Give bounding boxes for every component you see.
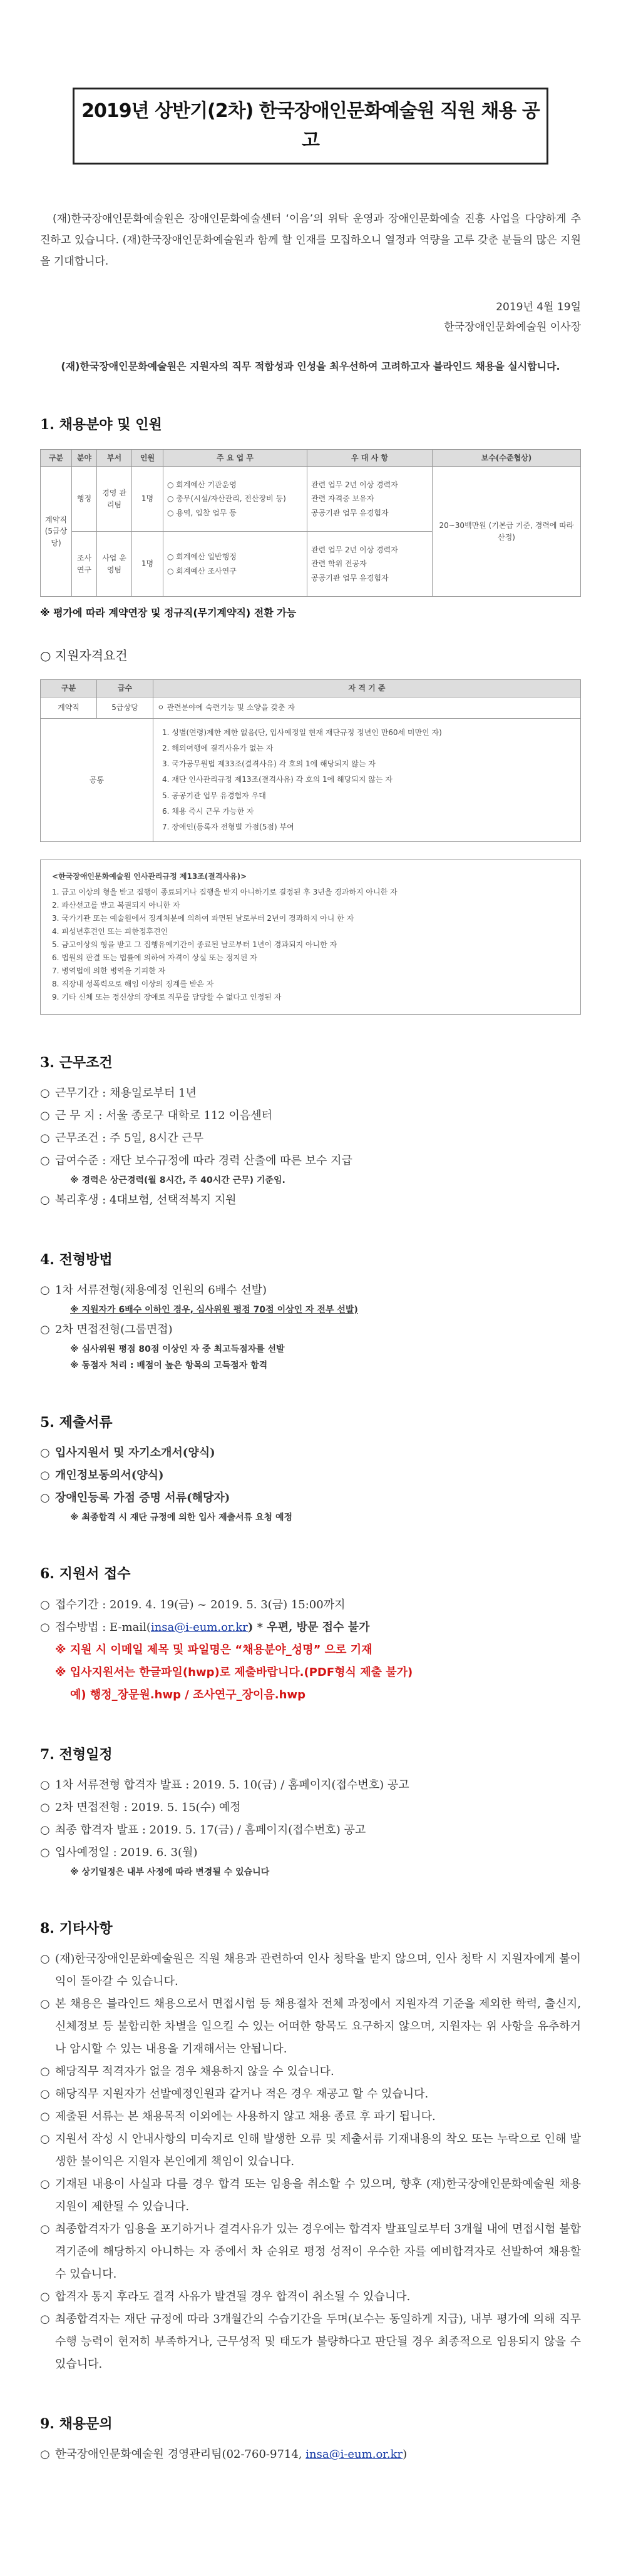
disqualification-item: 4. 피성년후견인 또는 피한정후견인 <box>52 927 168 936</box>
list-item: ○ 근 무 지 : 서울 종로구 대학로 112 이음센터 <box>40 1105 581 1127</box>
pref-cell <box>307 467 433 532</box>
grade-cell: 5급상당 <box>97 697 153 718</box>
qualifications-table <box>40 679 581 842</box>
list-item: ○ 개인정보동의서(양식) <box>40 1464 581 1487</box>
documents-list <box>40 1442 581 1526</box>
col-header: 부서 <box>97 449 132 467</box>
notice-signer: 한국장애인문화예술원 이사장 <box>444 321 581 334</box>
col-header: 분야 <box>72 449 97 467</box>
work-conditions-list <box>40 1082 581 1212</box>
col-header: 우 대 사 항 <box>307 449 433 467</box>
list-item <box>40 2443 581 2466</box>
field-cell: 조사 연구 <box>72 532 97 597</box>
pref-cell <box>307 532 433 597</box>
criteria-item: 5. 공공기관 업무 유경험자 우대 <box>162 791 266 800</box>
criteria-cell <box>153 697 581 718</box>
signature <box>40 297 581 338</box>
list-item: ○ 해당직무 지원자가 선발예정인원과 같거나 적은 경우 재공고 할 수 있습니다. <box>40 2083 581 2106</box>
pref-item: 관련 학위 전공자 <box>311 559 367 569</box>
list-item: ○ 제출된 서류는 본 채용목적 이외에는 사용하지 않고 채용 종료 후 파기 됩니다. <box>40 2106 581 2128</box>
email-link[interactable]: insa@i-eum.or.kr <box>150 1620 248 1634</box>
schedule-note: ※ 상기일정은 내부 사정에 따라 변경될 수 있습니다 <box>70 1867 270 1877</box>
count-cell: 1명 <box>132 532 163 597</box>
section-5-title: 5. 제출서류 <box>40 1414 113 1431</box>
selection-note: ※ 지원자가 6배수 이하인 경우, 심사위원 평점 70점 이상인 자 전부 선발) <box>70 1304 358 1315</box>
selection-note: ※ 동점자 처리 : 배점이 높은 항목의 고득점자 합격 <box>70 1361 268 1371</box>
col-header: 급수 <box>97 680 153 697</box>
criteria-cell <box>153 718 581 841</box>
warning-text: 예) 행정_장문원.hwp / 조사연구_장이음.hwp <box>70 1688 305 1701</box>
list-item: ○ 2차 면접전형(그룹면접) <box>40 1319 581 1341</box>
disqualification-item: 1. 금고 이상의 형을 받고 집행이 종료되거나 집행을 받지 아니하기로 결정된 후 3년을 경과하지 아니한 자 <box>52 888 398 897</box>
list-item: ○ 장애인등록 가점 증명 서류(해당자) <box>40 1487 581 1509</box>
criteria-item: 7. 장애인(등록자 전형별 가점(5점) 부여 <box>162 822 294 831</box>
pref-item: 공공기관 업무 유경험자 <box>311 574 389 583</box>
col-header: 구분 <box>41 449 72 467</box>
intro-paragraph: (재)한국장애인문화예술원은 장애인문화예술센터 ‘이음’의 위탁 운영과 장애인문화예술 진흥 사업을 다양하게 추진하고 있습니다. (재)한국장애인문화예술원과 함께 할 인재를 모집하오니 열정과 역량을 고루 갖춘 분들의 많은 지원을 기대합니다. <box>40 213 581 268</box>
section-9-title: 9. 채용문의 <box>40 2416 113 2433</box>
duty-item: ○ 회계예산 일반행정 <box>167 552 237 561</box>
table-header-row <box>41 680 581 697</box>
qualifications-title: ○ 지원자격요건 <box>40 648 128 664</box>
contact-text: ) <box>403 2448 408 2462</box>
method-text: 접수방법 : E-mail( <box>55 1620 151 1634</box>
pref-item: 공공기관 업무 유경험자 <box>311 509 389 518</box>
page-title: 2019년 상반기(2차) 한국장애인문화예술원 직원 채용 공고 <box>81 100 540 151</box>
dept-cell: 경영 관리팀 <box>97 467 132 532</box>
list-item: ○ 지원서 작성 시 안내사항의 미숙지로 인해 발생한 오류 및 제출서류 기재내용의 착오 또는 누락으로 인해 발생한 불이익은 지원자 본인에게 책임이 있습니다. <box>40 2128 581 2173</box>
dept-cell: 사업 운영팀 <box>97 532 132 597</box>
section-8-title: 8. 기타사항 <box>40 1920 113 1937</box>
duty-item: ○ 회계예산 기관운영 <box>167 480 237 489</box>
criteria-item: ㅇ 관련분야에 숙련기능 및 소양을 갖춘 자 <box>157 702 295 712</box>
disqualification-item: 3. 국가기관 또는 예술원에서 징계처분에 의하여 파면된 날로부터 2년이 경과하지 아니 한 자 <box>52 914 354 923</box>
duties-cell <box>163 467 307 532</box>
group-cell: 계약직 (5급상당) <box>41 467 72 597</box>
criteria-item: 4. 재단 인사관리규정 제13조(결격사유) 각 호의 1에 해당되지 않는 자 <box>162 775 393 784</box>
disqualification-box <box>40 860 581 1015</box>
col-header: 주 요 업 무 <box>163 449 307 467</box>
list-item: ○ 근무조건 : 주 5일, 8시간 근무 <box>40 1127 581 1150</box>
criteria-item: 1. 성별(연령)제한 제한 없음(단, 입사예정일 현재 재단규정 정년인 만60세 미만인 자) <box>162 728 442 737</box>
list-item: ○ 접수기간 : 2019. 4. 19(금) ~ 2019. 5. 3(금) 15:00까지 <box>40 1594 581 1616</box>
duty-item: ○ 회계예산 조사연구 <box>167 566 237 576</box>
list-item: ○ 해당직무 적격자가 없을 경우 채용하지 않을 수 있습니다. <box>40 2061 581 2083</box>
disqualification-title: <한국장애인문화예술원 인사관리규정 제13조(결격사유)> <box>52 872 247 881</box>
section-1-title: 1. 채용분야 및 인원 <box>40 416 162 433</box>
disqualification-item: 5. 금고이상의 형을 받고 그 집행유예기간이 종료된 날로부터 1년이 경과되지 아니한 자 <box>52 940 337 950</box>
table-row <box>41 467 581 532</box>
type-cell: 계약직 <box>41 697 97 718</box>
duties-cell <box>163 532 307 597</box>
positions-table <box>40 449 581 597</box>
contact-list <box>40 2443 581 2466</box>
pref-item: 관련 업무 2년 이상 경력자 <box>311 545 398 554</box>
application-list <box>40 1594 581 1639</box>
selection-note: ※ 심사위원 평점 80점 이상인 자 중 최고득점자를 선발 <box>70 1344 285 1354</box>
list-item: ○ 입사예정일 : 2019. 6. 3(월) <box>40 1842 581 1864</box>
list-item: ○ 급여수준 : 재단 보수규정에 따라 경력 산출에 따른 보수 지급 <box>40 1150 581 1172</box>
section-6-title: 6. 지원서 접수 <box>40 1566 131 1583</box>
list-item: ○ 본 채용은 블라인드 채용으로서 면접시험 등 채용절차 전체 과정에서 지원자격 기준을 제외한 학력, 출신지, 신체정보 등 불합리한 차별을 일으킬 수 있는 어떠한 항목도 요구하지 않으며, 지원자는 위 사항을 유추하거나 암시할 수 있는 내용을 기재해서는 안됩니다. <box>40 1993 581 2061</box>
col-header: 구분 <box>41 680 97 697</box>
count-cell: 1명 <box>132 467 163 532</box>
list-item: ○ 최종 합격자 발표 : 2019. 5. 17(금) / 홈페이지(접수번호) 공고 <box>40 1819 581 1842</box>
list-item: ○ 합격자 통지 후라도 결격 사유가 발견될 경우 합격이 취소될 수 있습니다. <box>40 2286 581 2308</box>
section-3-title: 3. 근무조건 <box>40 1055 113 1072</box>
table-header-row <box>41 449 581 467</box>
list-item: ○ 복리후생 : 4대보험, 선택적복지 지원 <box>40 1189 581 1212</box>
list-item: ○ 근무기간 : 채용일로부터 1년 <box>40 1082 581 1105</box>
list-item: ○ (재)한국장애인문화예술원은 직원 채용과 관련하여 인사 청탁을 받지 않으며, 인사 청탁 시 지원자에게 불이익이 돌아갈 수 있습니다. <box>40 1948 581 1993</box>
contract-note: ※ 평가에 따라 계약연장 및 정규직(무기계약직) 전환 가능 <box>40 607 297 619</box>
duty-item: ○ 용역, 입찰 업무 등 <box>167 509 237 518</box>
list-item: ○ 기재된 내용이 사실과 다를 경우 합격 또는 임용을 취소할 수 있으며, 향후 (재)한국장애인문화예술원 채용 지원이 제한될 수 있습니다. <box>40 2173 581 2218</box>
pref-item: 관련 자격증 보유자 <box>311 494 374 504</box>
list-item: ○ 입사지원서 및 자기소개서(양식) <box>40 1442 581 1464</box>
contact-text: 한국장애인문화예술원 경영관리팀(02-760-9714, <box>55 2448 306 2462</box>
col-header: 인원 <box>132 449 163 467</box>
col-header: 자 격 기 준 <box>153 680 581 697</box>
pref-item: 관련 업무 2년 이상 경력자 <box>311 480 398 489</box>
table-row <box>41 697 581 718</box>
selection-list <box>40 1279 581 1374</box>
pay-cell: 20~30백만원 (기본급 기준, 경력에 따라 산정) <box>433 467 581 597</box>
criteria-item: 3. 국가공무원법 제33조(결격사유) 각 호의 1에 해당되지 않는 자 <box>162 759 376 769</box>
title-box <box>73 88 548 165</box>
list-item: ○ 2차 면접전형 : 2019. 5. 15(수) 예정 <box>40 1797 581 1819</box>
criteria-item: 6. 채용 즉시 근무 가능한 자 <box>162 806 254 816</box>
list-item: ○ 1차 서류전형(채용예정 인원의 6배수 선발) <box>40 1279 581 1302</box>
table-row <box>41 718 581 841</box>
disqualification-item: 6. 법원의 판결 또는 법률에 의하여 자격이 상실 또는 정지된 자 <box>52 953 257 963</box>
disqualification-item: 7. 병역법에 의한 병역을 기피한 자 <box>52 966 166 976</box>
disqualification-item: 2. 파산선고를 받고 복권되지 아니한 자 <box>52 901 180 910</box>
documents-note: ※ 최종합격 시 재단 규정에 의한 입사 제출서류 요청 예정 <box>70 1512 293 1523</box>
career-note: ※ 경력은 상근경력(월 8시간, 주 40시간 근무) 기준임. <box>70 1175 285 1186</box>
list-item: ○ 1차 서류전형 합격자 발표 : 2019. 5. 10(금) / 홈페이지(접수번호) 공고 <box>40 1774 581 1797</box>
disqualification-item: 8. 직장내 성폭력으로 해임 이상의 징계를 받은 자 <box>52 980 214 989</box>
list-item <box>40 1616 581 1639</box>
warning-text: ※ 지원 시 이메일 제목 및 파일명은 “채용분야_성명” 으로 기재 <box>55 1643 372 1656</box>
notice-date: 2019년 4월 19일 <box>496 301 581 313</box>
list-item: ○ 최종합격자는 재단 규정에 따라 3개월간의 수습기간을 두며(보수는 동일하게 지급), 내부 평가에 의해 직무수행 능력이 현저히 부족하거나, 근무성적 및 태도가 불량하다고 판단될 경우 최종적으로 임용되지 않을 수 있습니다. <box>40 2308 581 2376</box>
field-cell: 행정 <box>72 467 97 532</box>
method-text: ) * 우편, 방문 접수 불가 <box>247 1620 370 1634</box>
type-cell: 공통 <box>41 718 153 841</box>
blind-notice: (재)한국장애인문화예술원은 지원자의 직무 적합성과 인성을 최우선하여 고려하고자 블라인드 채용을 실시합니다. <box>61 360 560 372</box>
list-item: ○ 최종합격자가 임용을 포기하거나 결격사유가 있는 경우에는 합격자 발표일로부터 3개월 내에 면접시험 불합격기준에 해당하지 아니하는 자 중에서 차 순위로 평정 성적이 우수한 자를 예비합격자로 선발하여 채용할 수 있습니다. <box>40 2218 581 2286</box>
warning-text: ※ 입사지원서는 한글파일(hwp)로 제출바랍니다.(PDF형식 제출 불가) <box>55 1665 413 1679</box>
schedule-list <box>40 1774 581 1881</box>
section-7-title: 7. 전형일정 <box>40 1746 113 1763</box>
criteria-item: 2. 해외여행에 결격사유가 없는 자 <box>162 744 274 753</box>
disqualification-item: 9. 기타 신체 또는 정신상의 장애로 직무를 담당할 수 없다고 인정된 자 <box>52 993 282 1002</box>
misc-list <box>40 1948 581 2376</box>
section-4-title: 4. 전형방법 <box>40 1251 113 1268</box>
col-header: 보수(수준협상) <box>433 449 581 467</box>
duty-item: ○ 총무(시설/자산관리, 전산장비 등) <box>167 494 286 504</box>
email-link[interactable]: insa@i-eum.or.kr <box>305 2448 403 2462</box>
